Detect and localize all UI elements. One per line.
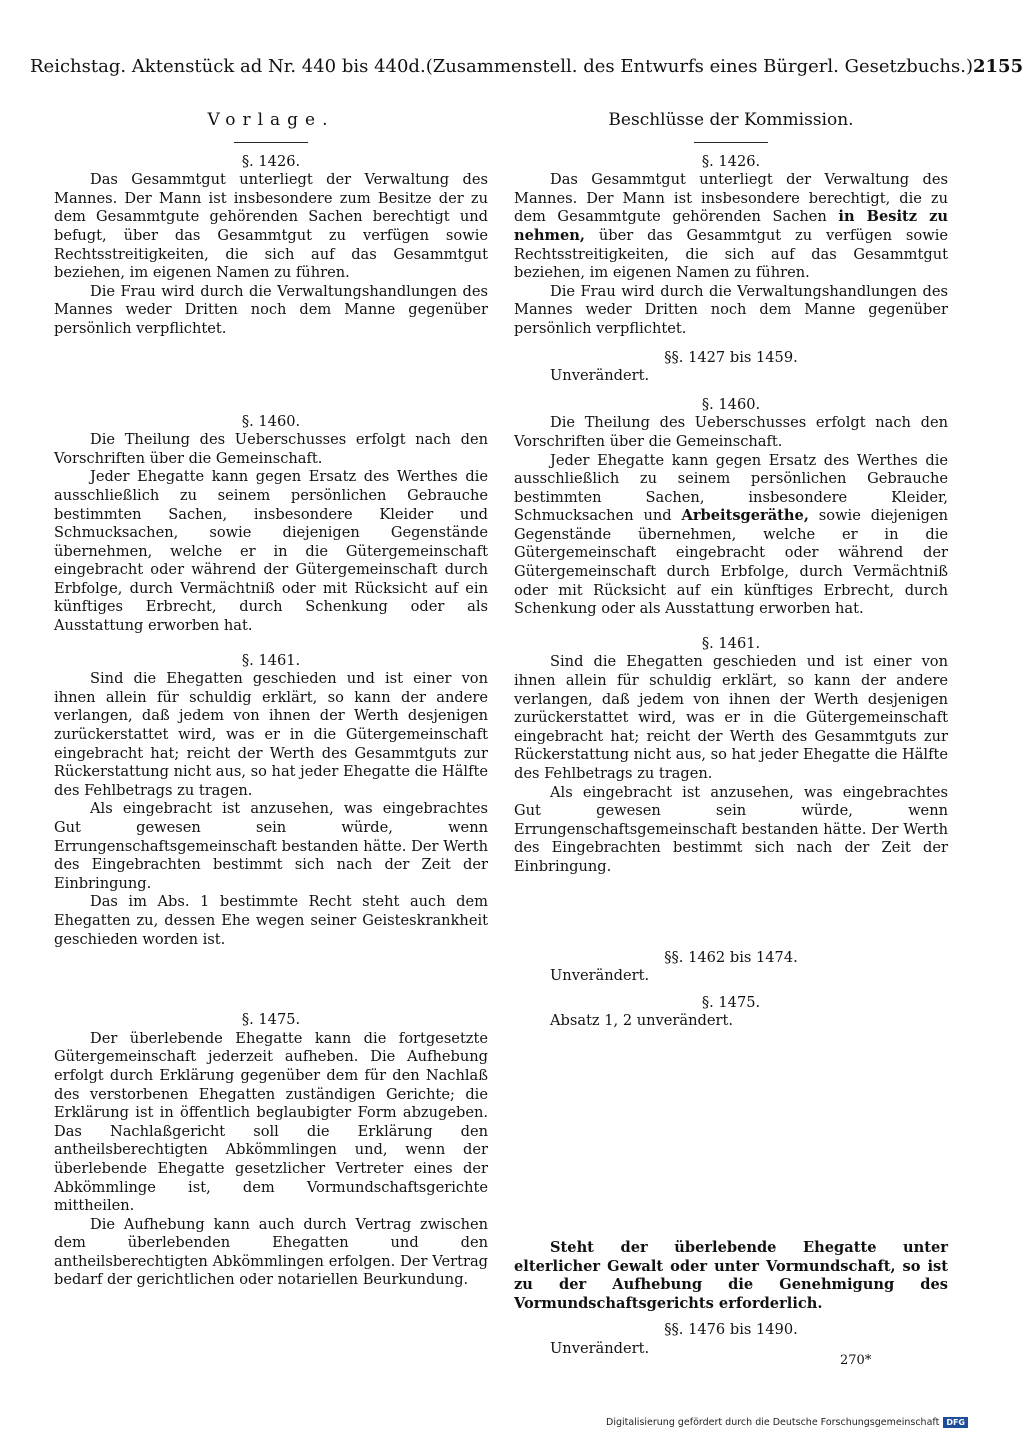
paragraph: Die Theilung des Ueberschusses erfolgt nach den Vorschriften über die Gemeinschaft.	[54, 431, 488, 467]
section-heading: §§. 1462 bis 1474.	[664, 948, 798, 966]
section-heading: §. 1460.	[241, 412, 301, 430]
paragraph: Als eingebracht ist anzusehen, was eingebrachtes Gut gewesen sein würde, wenn Errungenschaftsgemeinschaft bestanden hätte. Der Werth des Eingebrachten bestimmt sich nach der Zeit der Einbringung.	[54, 800, 488, 892]
paragraph: Jeder Ehegatte kann gegen Ersatz des Werthes die ausschließlich zu seinem persönlichen Gebrauche bestimmten Sachen, insbesondere Kleider und Schmucksachen, sowie diejenigen Gegenstände übernehmen, welche er in die Gütergemeinschaft eingebracht oder während der Gütergemeinschaft durch Erbfolge, durch Vermächtniß oder mit Rücksicht auf ein künftiges Erbrecht, durch Schenkung oder als Ausstattung erworben hat.	[54, 468, 488, 635]
left-column-title: Vorlage.	[207, 110, 335, 130]
page-number: 2155	[973, 56, 1023, 77]
paragraph: Die Theilung des Ueberschusses erfolgt nach den Vorschriften über die Gemeinschaft.	[514, 414, 948, 450]
paragraph: Jeder Ehegatte kann gegen Ersatz des Werthes die ausschließlich zu seinem persönlichen Gebrauche bestimmten Sachen, insbesondere Kleider, Schmucksachen und Arbeitsgeräthe, sowie diejenigen Gegenstände übernehmen, welche er in die Gütergemeinschaft eingebracht oder während der Gütergemeinschaft durch Erbfolge, durch Vermächtniß oder mit Rücksicht auf ein künftiges Erbrecht, durch Schenkung oder als Ausstattung erworben hat.	[514, 451, 948, 618]
title-rule	[234, 142, 308, 143]
right-column-title: Beschlüsse der Kommission.	[608, 110, 854, 130]
paragraph: Sind die Ehegatten geschieden und ist einer von ihnen allein für schuldig erklärt, so kann der andere verlangen, daß jedem von ihnen der Werth desjenigen zurückerstattet wird, was er in die Gütergemeinschaft eingebracht hat; reicht der Werth des Gesammtguts zur Rückerstattung nicht aus, so hat jeder Ehegatte die Hälfte des Fehlbetrags zu tragen.	[54, 670, 488, 799]
left-column-vorlage	[54, 105, 488, 1290]
paragraph: Die Frau wird durch die Verwaltungshandlungen des Mannes weder Dritten noch dem Manne gegenüber persönlich verpflichtet.	[514, 282, 948, 337]
paragraph: Das Gesammtgut unterliegt der Verwaltung des Mannes. Der Mann ist insbesondere zum Besitze der zu dem Gesammtgute gehörenden Sachen berechtigt und befugt, über das Gesammtgut zu verfügen sowie Rechtsstreitigkeiten, die sich auf das Gesammtgut beziehen, im eigenen Namen zu führen.	[54, 171, 488, 282]
amendment-text: Arbeitsgeräthe,	[681, 507, 809, 525]
unchanged-note: Unverändert.	[550, 1339, 650, 1357]
section-heading: §. 1426.	[701, 152, 761, 170]
header-left: Reichstag. Aktenstück ad Nr. 440 bis 440d.	[30, 56, 426, 77]
right-column-beschluesse	[514, 105, 948, 1359]
paragraph: Sind die Ehegatten geschieden und ist einer von ihnen allein für schuldig erklärt, so kann der andere verlangen, daß jedem von ihnen der Werth desjenigen zurückerstattet wird, was er in die Gütergemeinschaft eingebracht hat; reicht der Werth des Gesammtguts zur Rückerstattung nicht aus, so hat jeder Ehegatte die Hälfte des Fehlbetrags zu tragen.	[514, 653, 948, 782]
section-heading: §. 1461.	[241, 651, 301, 669]
paragraph: Als eingebracht ist anzusehen, was eingebrachtes Gut gewesen sein würde, wenn Errungenschaftsgemeinschaft bestanden hätte. Der Werth des Eingebrachten bestimmt sich nach der Zeit der Einbringung.	[514, 783, 948, 875]
unchanged-note: Unverändert.	[550, 367, 650, 385]
paragraph: Das im Abs. 1 bestimmte Recht steht auch dem Ehegatten zu, dessen Ehe wegen seiner Geisteskrankheit geschieden worden ist.	[54, 893, 488, 948]
amendment-text: in Besitz zu nehmen,	[514, 208, 949, 244]
running-header	[30, 56, 1023, 86]
paragraph: Das Gesammtgut unterliegt der Verwaltung des Mannes. Der Mann ist insbesondere berechtigt, die zu dem Gesammtgute gehörenden Sachen in Besitz zu nehmen, über das Gesammtgut zu verfügen sowie Rechtsstreitigkeiten, die sich auf das Gesammtgut beziehen, im eigenen Namen zu führen.	[514, 171, 949, 282]
section-heading: §. 1475.	[241, 1011, 301, 1029]
sheet-number: 270*	[840, 1353, 872, 1368]
section-heading: §. 1460.	[701, 395, 761, 413]
paragraph: Die Frau wird durch die Verwaltungshandlungen des Mannes weder Dritten noch dem Manne gegenüber persönlich verpflichtet.	[54, 282, 488, 337]
unchanged-note: Unverändert.	[550, 967, 650, 985]
section-heading: §. 1461.	[701, 634, 761, 652]
paragraph: Der überlebende Ehegatte kann die fortgesetzte Gütergemeinschaft jederzeit aufheben. Die Aufhebung erfolgt durch Erklärung gegenüber dem für den Nachlaß des verstorbenen Ehegatten zuständigen Gerichte; die Erklärung ist in öffentlich beglaubigter Form abzugeben. Das Nachlaßgericht soll die Erklärung den antheilsberechtigten Abkömmlingen und, wenn der überlebende Ehegatte gesetzlicher Vertreter eines der Abkömmlinge ist, dem Vormundschaftsgerichte mittheilen.	[54, 1029, 488, 1215]
section-heading: §. 1475.	[701, 993, 761, 1011]
credit-text: Digitalisierung gefördert durch die Deutsche Forschungsgemeinschaft	[606, 1417, 940, 1428]
paragraph: Die Aufhebung kann auch durch Vertrag zwischen dem überlebenden Ehegatten und den antheilsberechtigten Abkömmlingen erfolgen. Der Vertrag bedarf der gerichtlichen oder notariellen Beurkundung.	[54, 1215, 488, 1289]
section-heading: §§. 1476 bis 1490.	[664, 1321, 798, 1339]
digitization-credit	[606, 1417, 968, 1428]
dfg-logo-icon: DFG	[943, 1417, 968, 1428]
header-center: (Zusammenstell. des Entwurfs eines Bürgerl. Gesetzbuchs.)	[425, 56, 973, 77]
title-rule	[694, 142, 768, 143]
amendment-paragraph: Steht der überlebende Ehegatte unter elterlicher Gewalt oder unter Vormundschaft, so ist zu der Aufhebung die Genehmigung des Vormundschaftsgerichts erforderlich.	[514, 1238, 948, 1312]
section-heading: §§. 1427 bis 1459.	[664, 348, 798, 366]
section-heading: §. 1426.	[241, 152, 301, 170]
unchanged-note: Absatz 1, 2 unverändert.	[550, 1012, 733, 1030]
